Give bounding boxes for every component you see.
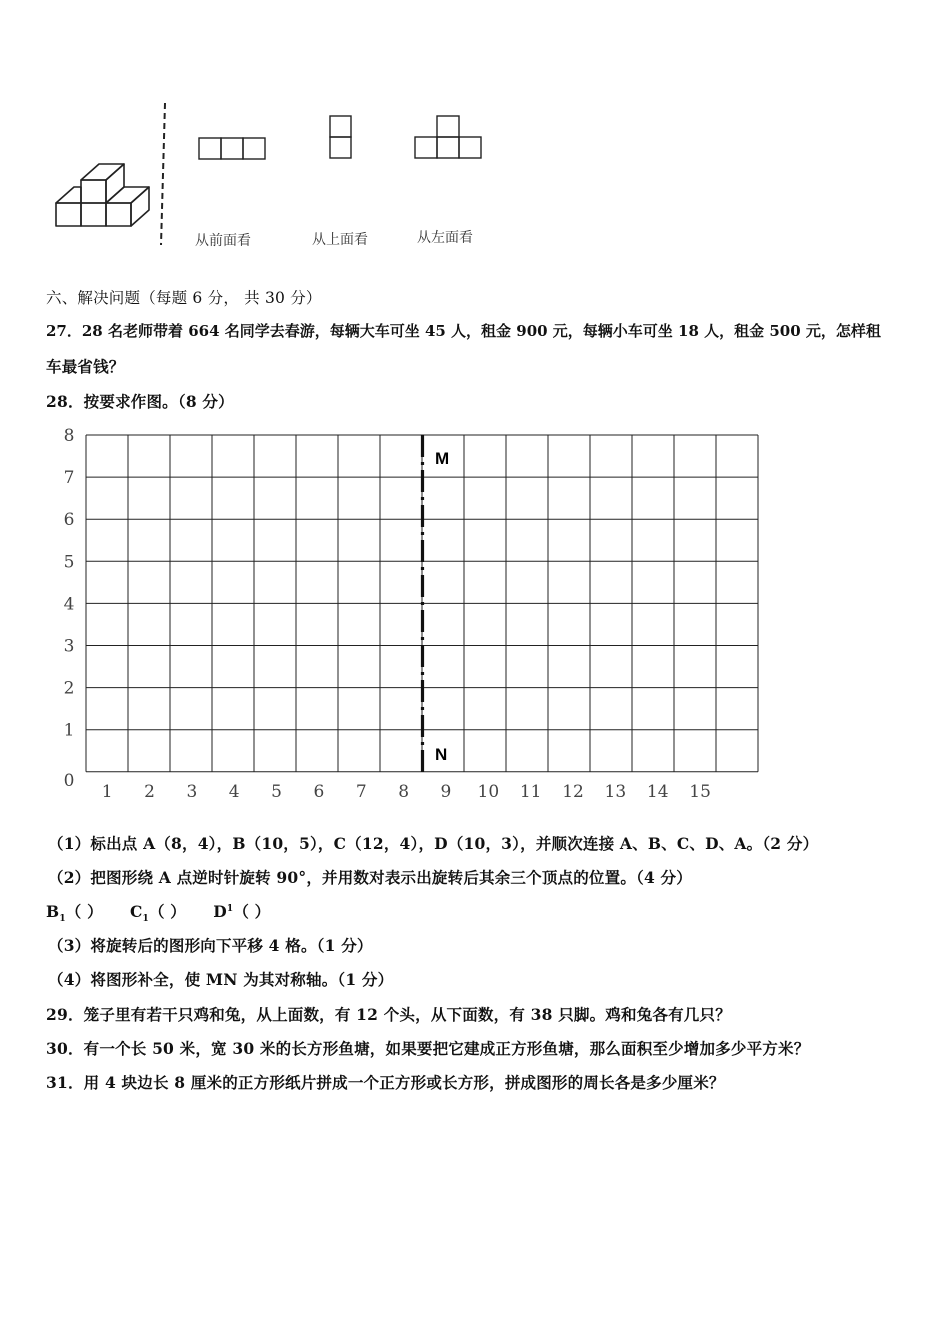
b1-subscript: 1 (59, 914, 66, 925)
x-axis-tick-label: 2 (144, 781, 155, 802)
c1-subscript: 1 (142, 914, 150, 925)
y-axis-tick-label: 5 (63, 552, 75, 573)
y-axis-tick-label: 3 (63, 636, 75, 657)
x-axis-tick-label: 8 (398, 781, 410, 802)
q27-line2: 车最省钱？ (46, 357, 125, 376)
x-axis-tick-label: 3 (186, 781, 198, 802)
b1-label: B (46, 902, 60, 921)
q28-title: 28．按要求作图。（8 分） (46, 392, 234, 411)
x-axis-tick-label: 13 (604, 781, 627, 802)
y-axis-tick-label: 8 (63, 426, 75, 446)
q28-part2: （2）把图形绕 A 点逆时针旋转 90°，并用数对表示出旋转后其余三个顶点的位置。（4 分） (48, 868, 692, 887)
c1-label: C (130, 902, 143, 921)
y-axis-tick-label: 6 (63, 510, 75, 531)
point-n-label: N (435, 745, 448, 764)
grid-axis-labels (64, 426, 711, 802)
x-axis-tick-label: 4 (228, 781, 240, 802)
x-axis-tick-label: 5 (271, 781, 282, 802)
left-view-caption: 从左面看 (417, 230, 473, 246)
d1-blank[interactable]: （ ） (233, 902, 271, 921)
top-view-caption: 从上面看 (312, 232, 368, 248)
y-axis-tick-label: 1 (63, 720, 75, 741)
q28-part1: （1）标出点 A（8，4），B（10，5），C（12，4），D（10，3），并顺次连接 A、B、C、D、A。（2 分） (48, 834, 819, 853)
x-axis-tick-label: 15 (689, 781, 711, 802)
x-axis-tick-label: 7 (355, 781, 367, 802)
front-view-caption: 从前面看 (195, 233, 251, 249)
x-axis-tick-label: 14 (646, 781, 669, 802)
x-axis-tick-label: 10 (477, 781, 500, 802)
point-m-label: M (435, 449, 450, 468)
x-axis-tick-label: 11 (519, 781, 542, 802)
x-axis-tick-label: 1 (101, 781, 113, 802)
q29-text: 29．笼子里有若干只鸡和兔，从上面数，有 12 个头，从下面数，有 38 只脚。鸡和兔各有几只？ (46, 1005, 731, 1024)
q27-line1: 27．28 名老师带着 664 名同学去春游，每辆大车可坐 45 人，租金 900 元，每辆小车可坐 18 人，租金 500 元，怎样租 (46, 322, 881, 340)
x-axis-tick-label: 12 (562, 781, 584, 802)
x-axis-tick-label: 9 (440, 781, 452, 802)
y-axis-tick-label: 2 (63, 678, 75, 699)
q28-rotated-points-row (46, 900, 270, 924)
section-six-heading: 六、解决问题（每题 6 分， 共 30 分） (46, 289, 322, 307)
cube-stack-drawing (56, 164, 149, 226)
q28-part4: （4）将图形补全，使 MN 为其对称轴。（1 分） (48, 970, 394, 989)
y-axis-tick-label: 7 (63, 468, 75, 489)
q28-part3: （3）将旋转后的图形向下平移 4 格。（1 分） (48, 936, 373, 955)
d1-superscript: 1 (226, 903, 234, 914)
top-view-drawing (330, 116, 351, 158)
q31-text: 31．用 4 块边长 8 厘米的正方形纸片拼成一个正方形或长方形，拼成图形的周长各是多少厘米？ (46, 1073, 725, 1092)
y-axis-tick-label: 0 (63, 770, 75, 791)
d1-label: D (213, 902, 227, 921)
y-axis-tick-label: 4 (63, 594, 75, 615)
x-axis-tick-label: 6 (313, 781, 325, 802)
b1-blank[interactable]: （ ） (65, 902, 103, 921)
q30-text: 30．有一个长 50 米，宽 30 米的长方形鱼塘，如果要把它建成正方形鱼塘，那么面积至少增加多少平方米？ (46, 1039, 810, 1058)
separator-dashed-line (161, 103, 165, 245)
coordinate-grid (55, 425, 775, 805)
c1-blank[interactable]: （ ） (149, 902, 187, 921)
front-view-drawing (199, 138, 265, 159)
left-view-drawing (415, 116, 481, 158)
